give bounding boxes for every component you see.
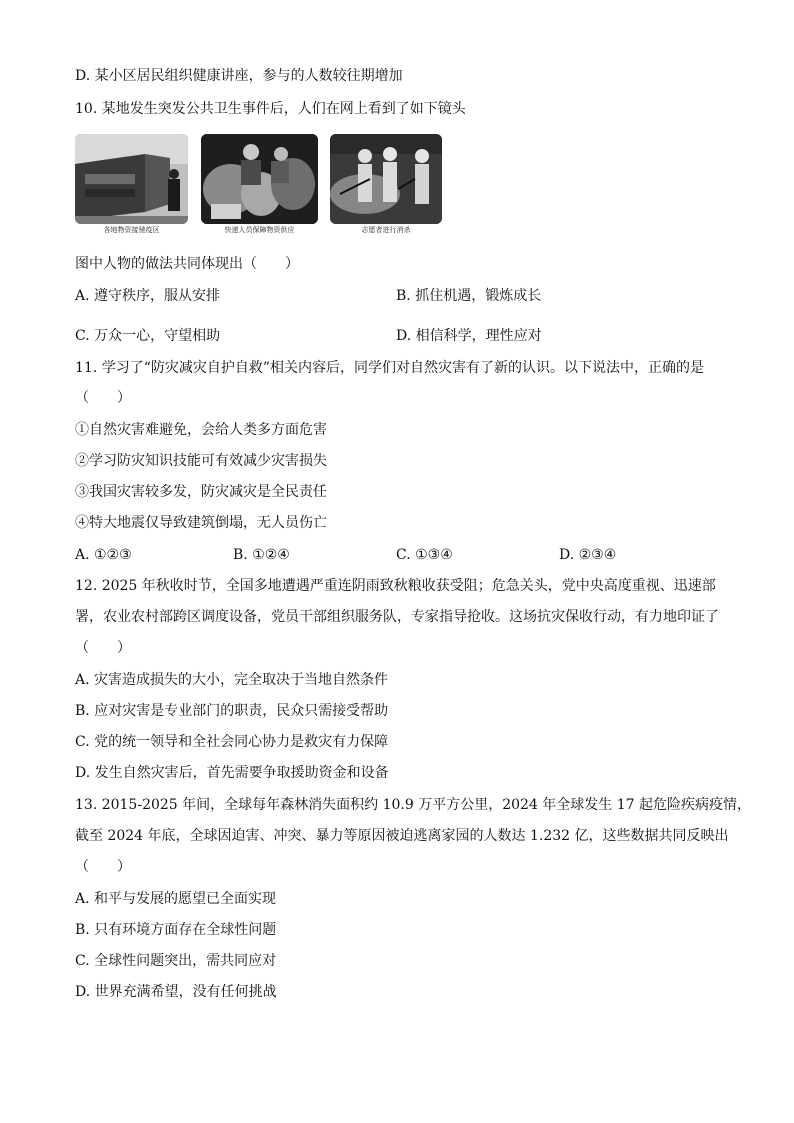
q12-stem-line2: 署，农业农村部跨区调度设备，党员干部组织服务队，专家指导抢收。这场抗灾保收行动，有力地印证了 <box>75 609 719 625</box>
q10-option-c: C. 万众一心，守望相助 <box>75 328 221 344</box>
q10-option-b: B. 抓住机遇，锻炼成长 <box>396 288 542 304</box>
q10-question: 图中人物的做法共同体现出（ ） <box>75 256 299 272</box>
q10-caption-1: 各地物资接驰疫区 <box>103 226 160 234</box>
q12-option-c: C. 党的统一领导和全社会同心协力是救灾有力保障 <box>75 734 389 750</box>
q13-stem-line2: 截至 2024 年底，全球因迫害、冲突、暴力等原因被迫逃离家园的人数达 1.232 亿，这些数据共同反映出 <box>75 828 729 844</box>
q12-paren: （ ） <box>75 640 131 656</box>
q11-option-b: B. ①②④ <box>233 547 290 563</box>
q11-option-d: D. ②③④ <box>559 547 617 563</box>
q10-caption-3: 志愿者进行消杀 <box>361 226 411 234</box>
q10-image-train <box>75 134 188 224</box>
q12-option-d: D. 发生自然灾害后，首先需要争取援助资金和设备 <box>75 765 389 781</box>
q13-stem-line1: 13. 2015-2025 年间，全球每年森林消失面积约 10.9 万平方公里，2024 年全球发生 17 起危险疾病疫情， <box>75 797 752 813</box>
q9-option-d: D. 某小区居民组织健康讲座，参与的人数较往期增加 <box>75 68 403 84</box>
q13-option-b: B. 只有环境方面存在全球性问题 <box>75 922 277 938</box>
q10-stem: 10. 某地发生突发公共卫生事件后，人们在网上看到了如下镜头 <box>75 101 466 117</box>
q12-option-b: B. 应对灾害是专业部门的职责，民众只需接受帮助 <box>75 703 389 719</box>
q11-paren: （ ） <box>75 390 131 406</box>
q10-image-delivery <box>201 134 318 224</box>
q10-option-d: D. 相信科学，理性应对 <box>396 328 542 344</box>
q11-item-3: ③我国灾害较多发，防灾减灾是全民责任 <box>75 484 327 500</box>
q13-option-a: A. 和平与发展的愿望已全面实现 <box>75 891 277 907</box>
q11-stem: 11. 学习了“防灾减灾自护自救”相关内容后，同学们对自然灾害有了新的认识。以下说法中，正确的是 <box>75 360 705 376</box>
q10-caption-2: 快递人员保障物资供应 <box>224 226 295 234</box>
q13-paren: （ ） <box>75 859 131 875</box>
q11-option-c: C. ①③④ <box>396 547 453 563</box>
q11-option-a: A. ①②③ <box>75 547 132 563</box>
q13-option-c: C. 全球性问题突出，需共同应对 <box>75 953 277 969</box>
q12-option-a: A. 灾害造成损失的大小，完全取决于当地自然条件 <box>75 672 389 688</box>
q12-stem-line1: 12. 2025 年秋收时节，全国多地遭遇严重连阴雨致秋粮收获受阻；危急关头，党中央高度重视、迅速部 <box>75 578 716 594</box>
q11-item-4: ④特大地震仅导致建筑倒塌，无人员伤亡 <box>75 515 327 531</box>
q10-option-a: A. 遵守秩序，服从安排 <box>75 288 221 304</box>
q11-item-2: ②学习防灾知识技能可有效减少灾害损失 <box>75 453 327 469</box>
q11-item-1: ①自然灾害难避免，会给人类多方面危害 <box>75 422 327 438</box>
q13-option-d: D. 世界充满希望，没有任何挑战 <box>75 984 277 1000</box>
q10-image-disinfect <box>330 134 442 224</box>
